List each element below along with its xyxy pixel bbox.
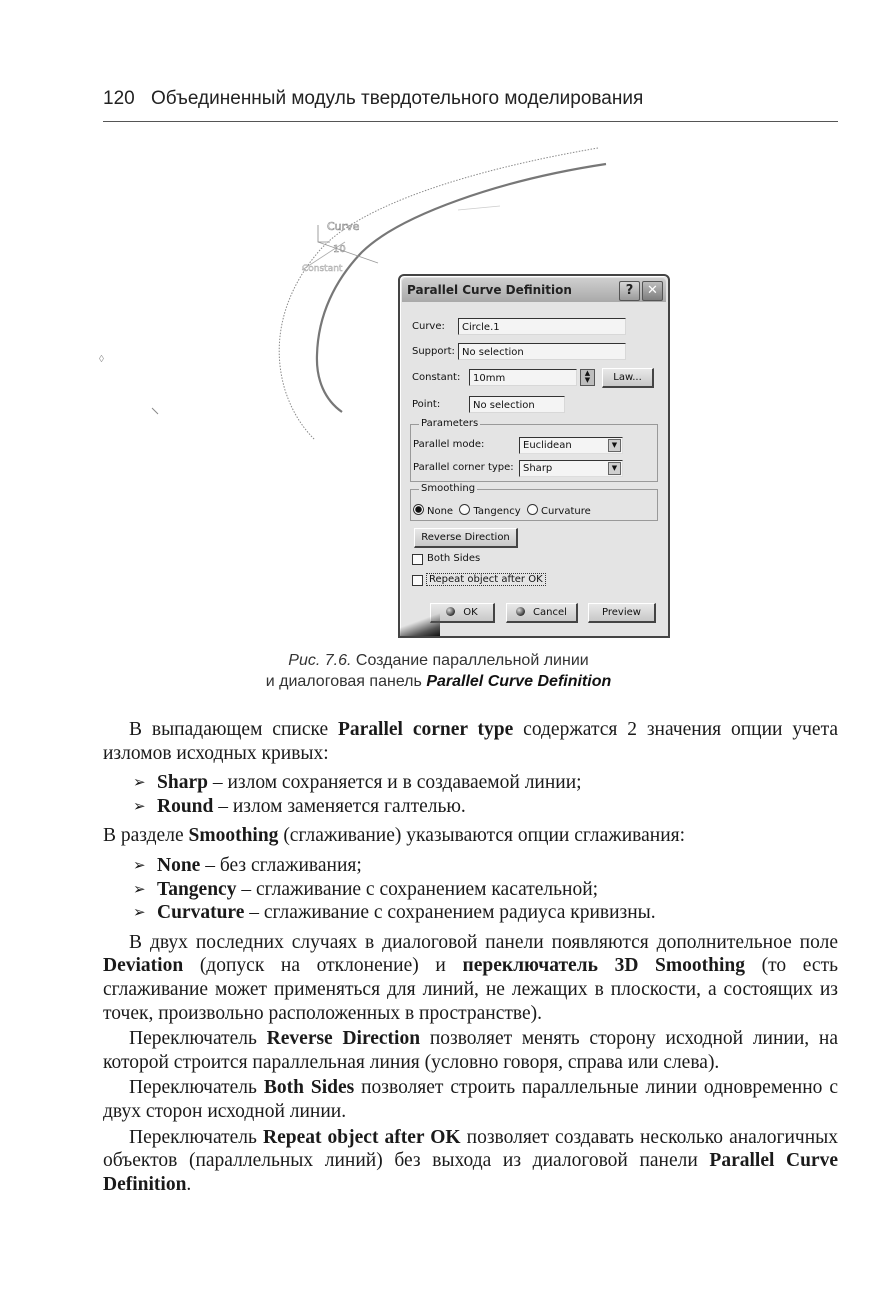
paragraph-corner-type: В выпадающем списке Parallel corner type содержатся 2 значения опции учета изломов исходных кривых: [103, 719, 838, 764]
arrow-bullet-icon: ➢ [133, 903, 146, 922]
radio-selected-icon [413, 504, 424, 515]
svg-text:◊: ◊ [99, 354, 104, 365]
corner-type-value: Sharp [523, 463, 553, 474]
curve-field[interactable]: Circle.1 [458, 318, 626, 335]
corner-type-select[interactable] [519, 460, 623, 477]
ok-ball-icon [446, 607, 455, 616]
curve-row [412, 318, 652, 336]
cancel-button[interactable]: Cancel [506, 603, 578, 623]
smoothing-legend: Smoothing [421, 483, 476, 494]
arrow-bullet-icon: ➢ [133, 855, 146, 874]
arrow-bullet-icon: ➢ [133, 773, 146, 792]
radio-tangency[interactable]: Tangency [459, 506, 520, 517]
parameters-group [410, 418, 658, 482]
close-icon[interactable]: ✕ [642, 281, 663, 301]
list-item: ➢ Round – излом заменяется галтелью. [133, 795, 466, 817]
chevron-down-icon[interactable]: ▼ [608, 439, 621, 452]
parallel-mode-value: Euclidean [523, 440, 572, 451]
repeat-object-label: Repeat object after OK [426, 573, 546, 586]
paragraph-deviation: В двух последних случаях в диалоговой панели появляются дополнительное поле Deviation (допуск на отклонение) и переключатель 3D Smoothing (то есть сглаживание может применяться для линий, не лежащих в плоскости, а состоящих из точек, произвольно расположенных в пространстве). [103, 931, 839, 1024]
smoothing-radio-set [413, 504, 591, 517]
running-header [103, 88, 838, 124]
both-sides-checkbox[interactable] [412, 554, 423, 565]
caption-dialog-name: Parallel Curve Definition [426, 673, 612, 690]
paragraph-repeat-object: Переключатель Repeat object after OK позволяет создавать несколько аналогичных объектов (параллельных линий) без выхода из диалоговой панели Parallel Curve Definition. [103, 1126, 839, 1195]
support-field[interactable]: No selection [458, 343, 626, 360]
ok-button[interactable]: OK [430, 603, 495, 623]
body-text [103, 718, 838, 1196]
list-item: ➢ None – без сглаживания; [133, 854, 362, 876]
dialog-corner-decoration [400, 612, 440, 636]
chevron-down-icon[interactable]: ▼ [608, 462, 621, 475]
curve-label: Curve: [412, 321, 445, 332]
both-sides-label: Both Sides [427, 553, 481, 564]
curve-tag: Curve [327, 220, 360, 233]
point-row [412, 396, 652, 414]
constant-spinner-icon[interactable]: ▲ ▼ [580, 369, 595, 386]
figure-7-6 [0, 130, 877, 690]
support-label: Support: [412, 346, 455, 357]
list-item: ➢ Sharp – излом сохраняется и в создаваемой линии; [133, 772, 582, 794]
list-item: ➢ Tangency – сглаживание с сохранением касательной; [133, 878, 599, 900]
arrow-bullet-icon: ➢ [133, 796, 146, 815]
radio-curvature[interactable]: Curvature [527, 506, 591, 517]
constant-label: Constant: [412, 372, 461, 383]
constant-field[interactable]: 10mm [469, 369, 577, 386]
corner-type-label: Parallel corner type: [413, 462, 514, 473]
reverse-direction-button[interactable]: Reverse Direction [414, 528, 518, 548]
radio-empty-icon [527, 504, 538, 515]
constant-tag: Constant [302, 264, 343, 274]
smoothing-group [410, 483, 658, 521]
dialog-title: Parallel Curve Definition [407, 283, 572, 297]
parallel-mode-label: Parallel mode: [413, 439, 485, 450]
repeat-object-checkbox[interactable] [412, 575, 423, 586]
arrow-bullet-icon: ➢ [133, 879, 146, 898]
figure-number: Рис. 7.6. [288, 652, 352, 669]
page-number: 120 [103, 88, 135, 109]
cancel-ball-icon [516, 607, 525, 616]
preview-button[interactable]: Preview [588, 603, 656, 623]
parallel-curve-definition-dialog [398, 274, 670, 638]
dialog-titlebar[interactable] [402, 278, 666, 302]
point-field[interactable]: No selection [469, 396, 565, 413]
paragraph-smoothing: В разделе Smoothing (сглаживание) указываются опции сглаживания: [103, 825, 686, 847]
radio-empty-icon [459, 504, 470, 515]
smoothing-list [103, 854, 838, 925]
point-label: Point: [412, 399, 441, 410]
radio-none[interactable]: None [413, 506, 453, 517]
support-row [412, 343, 652, 361]
parameters-legend: Parameters [421, 418, 479, 429]
help-icon[interactable]: ? [619, 281, 640, 301]
constant-row [412, 369, 657, 387]
list-item: ➢ Curvature – сглаживание с сохранением радиуса кривизны. [133, 902, 656, 924]
dimension-value: 10 [333, 244, 346, 255]
corner-type-list [103, 771, 838, 818]
chapter-title: Объединенный модуль твердотельного моделирования [151, 88, 644, 109]
header-rule [103, 121, 838, 122]
paragraph-reverse-direction: Переключатель Reverse Direction позволяет менять сторону исходной линии, на которой строится параллельная линия (условно говоря, справа или слева). [103, 1028, 838, 1073]
parallel-mode-select[interactable] [519, 437, 623, 454]
paragraph-both-sides: Переключатель Both Sides позволяет строить параллельные линии одновременно с двух сторон исходной линии. [103, 1077, 838, 1122]
law-button[interactable]: Law... [602, 368, 654, 388]
figure-caption: Рис. 7.6. Создание параллельной линии и диалоговая панель Parallel Curve Definition [265, 652, 612, 690]
